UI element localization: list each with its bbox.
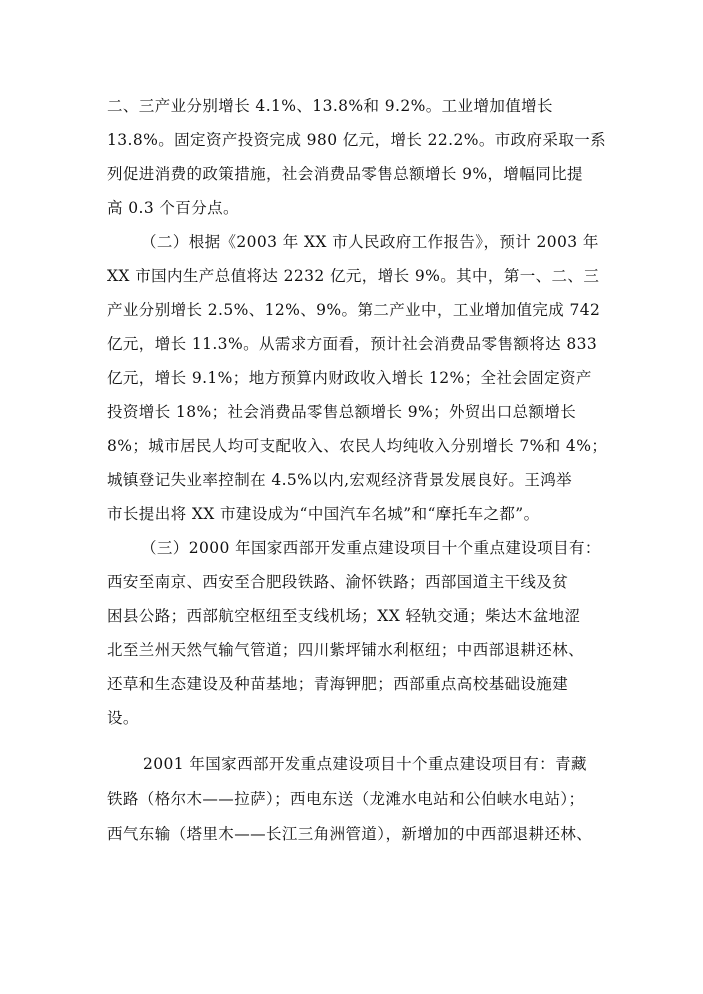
text-line: 8%；城市居民人均可支配收入、农民人均纯收入分别增长 7%和 4%； [107, 437, 608, 455]
paragraph-three-first-line: （三）2000 年国家西部开发重点建设项目十个重点建设项目有： [141, 539, 601, 557]
text-line: 困县公路；西部航空枢纽至支线机场；XX 轻轨交通；柴达木盆地涩 [107, 607, 581, 625]
text-line: 北至兰州天然气输气管道；四川紫坪铺水利枢纽；中西部退耕还林、 [107, 641, 585, 659]
text-line: 13.8%。固定资产投资完成 980 亿元，增长 22.2%。市政府采取一系 [107, 131, 607, 149]
text-line: 城镇登记失业率控制在 4.5%以内,宏观经济背景发展良好。王鸿举 [107, 471, 573, 489]
text-line: 亿元，增长 9.1%；地方预算内财政收入增长 12%；全社会固定资产 [107, 369, 592, 387]
text-line: 二、三产业分别增长 4.1%、13.8%和 9.2%。工业增加值增长 [107, 97, 553, 115]
text-line: 西安至南京、西安至合肥段铁路、渝怀铁路；西部国道主干线及贫 [107, 573, 569, 591]
text-line: 投资增长 18%；社会消费品零售总额增长 9%；外贸出口总额增长 [107, 403, 577, 421]
text-line: 还草和生态建设及种苗基地；青海钾肥；西部重点高校基础设施建 [107, 675, 569, 693]
text-line: 列促进消费的政策措施，社会消费品零售总额增长 9%，增幅同比提 [107, 165, 583, 183]
text-line: 市长提出将 XX 市建设成为“中国汽车名城”和“摩托车之都”。 [107, 505, 540, 523]
text-line: 亿元，增长 11.3%。从需求方面看，预计社会消费品零售额将达 833 [107, 335, 598, 353]
text-line: XX 市国内生产总值将达 2232 亿元，增长 9%。其中，第一、二、三 [107, 267, 600, 285]
paragraph-2001-first-line: 2001 年国家西部开发重点建设项目十个重点建设项目有：青藏 [143, 755, 587, 773]
text-line: 铁路（格尔木——拉萨）；西电东送（龙滩水电站和公伯峡水电站）； [107, 790, 585, 808]
text-line: 产业分别增长 2.5%、12%、9%。第二产业中，工业增加值完成 742 [107, 301, 601, 319]
text-line: 设。 [107, 709, 139, 727]
text-line: 高 0.3 个百分点。 [107, 199, 239, 217]
text-line: 西气东输（塔里木——长江三角洲管道），新增加的中西部退耕还林、 [107, 825, 593, 843]
paragraph-two-first-line: （二）根据《2003 年 XX 市人民政府工作报告》，预计 2003 年 [141, 233, 599, 251]
